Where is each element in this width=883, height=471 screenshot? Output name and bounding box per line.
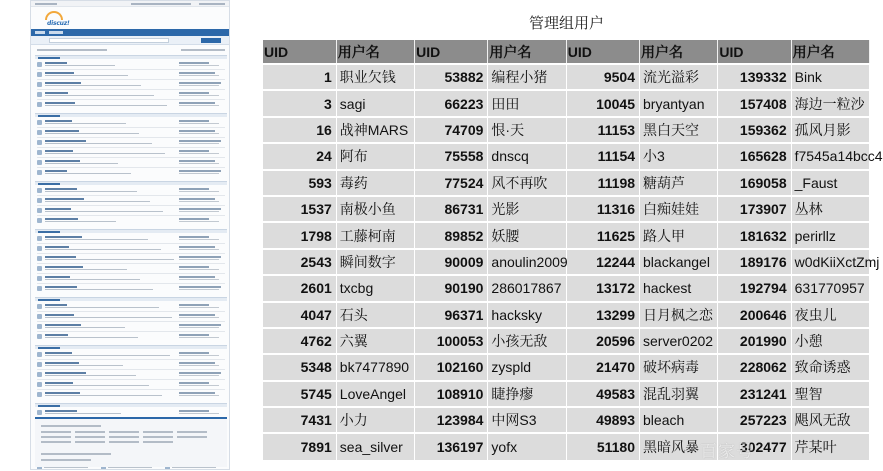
table-row xyxy=(263,196,870,222)
table-row xyxy=(263,275,870,301)
table-row xyxy=(263,354,870,380)
uid-cell: 189176 xyxy=(718,249,791,275)
uid-cell: 5745 xyxy=(263,381,336,407)
username-cell: 瞬间数字 xyxy=(336,249,414,275)
forum-search-bar xyxy=(31,36,229,45)
username-cell: anoulin2009 xyxy=(488,249,566,275)
row-divider xyxy=(37,331,225,332)
header-uid: UID xyxy=(415,40,488,64)
board-icon xyxy=(37,72,42,77)
username-cell: 糖葫芦 xyxy=(640,170,718,196)
username-cell: 286017867 xyxy=(488,275,566,301)
table-row xyxy=(263,433,870,459)
uid-cell: 96371 xyxy=(415,302,488,328)
uid-cell: 74709 xyxy=(415,117,488,143)
table-row xyxy=(263,117,870,143)
uid-cell: 5348 xyxy=(263,354,336,380)
uid-cell: 201990 xyxy=(718,328,791,354)
watermark-text: 百家号 xyxy=(700,442,754,462)
uid-cell: 2601 xyxy=(263,275,336,301)
uid-cell: 10045 xyxy=(566,90,639,116)
uid-cell: 90190 xyxy=(415,275,488,301)
forum-board-row[interactable] xyxy=(37,129,225,136)
uid-cell: 11316 xyxy=(566,196,639,222)
uid-cell: 157408 xyxy=(718,90,791,116)
uid-cell: 169058 xyxy=(718,170,791,196)
forum-section-header xyxy=(35,403,227,407)
forum-search-input[interactable] xyxy=(49,38,169,43)
username-cell: sagi xyxy=(336,90,414,116)
admin-users-table xyxy=(263,40,883,460)
username-cell: Bink xyxy=(791,64,869,90)
table-row xyxy=(263,381,870,407)
forum-board-row[interactable] xyxy=(37,303,225,310)
username-cell: 631770957 xyxy=(791,275,869,301)
row-divider xyxy=(37,147,225,148)
board-icon xyxy=(37,304,42,309)
uid-cell: 228062 xyxy=(718,354,791,380)
uid-cell: 231241 xyxy=(718,381,791,407)
board-icon xyxy=(37,324,42,329)
username-cell: 光影 xyxy=(488,196,566,222)
board-icon xyxy=(37,188,42,193)
row-divider xyxy=(37,369,225,370)
uid-cell: 7431 xyxy=(263,407,336,433)
username-cell: 海边一粒沙 xyxy=(791,90,869,116)
forum-search-button[interactable] xyxy=(201,38,221,43)
username-cell: 黑暗风暴 xyxy=(640,433,718,459)
uid-cell: 200646 xyxy=(718,302,791,328)
uid-cell: 86731 xyxy=(415,196,488,222)
forum-board-row[interactable] xyxy=(37,391,225,398)
username-cell: 聖智 xyxy=(791,381,869,407)
board-icon xyxy=(37,92,42,97)
row-divider xyxy=(37,359,225,360)
row-divider xyxy=(37,167,225,168)
uid-cell: 3 xyxy=(263,90,336,116)
board-icon xyxy=(37,170,42,175)
header-username: 用户名 xyxy=(791,40,869,64)
forum-board-row[interactable] xyxy=(37,381,225,388)
table-row xyxy=(263,302,870,328)
username-cell: 工藤柯南 xyxy=(336,222,414,248)
uid-cell: 7891 xyxy=(263,433,336,459)
uid-cell: 123984 xyxy=(415,407,488,433)
row-divider xyxy=(37,283,225,284)
username-cell: 夜虫儿 xyxy=(791,302,869,328)
uid-cell: 51180 xyxy=(566,433,639,459)
username-cell: 破坏病毒 xyxy=(640,354,718,380)
username-cell: 职业欠钱 xyxy=(336,64,414,90)
row-divider xyxy=(37,205,225,206)
uid-cell: 11625 xyxy=(566,222,639,248)
forum-section-header xyxy=(35,181,227,185)
board-icon xyxy=(37,286,42,291)
username-cell: hacksky xyxy=(488,302,566,328)
forum-board-row[interactable] xyxy=(37,313,225,320)
table-row xyxy=(263,90,870,116)
username-cell: 中网S3 xyxy=(488,407,566,433)
forum-breadcrumb xyxy=(181,49,225,51)
row-divider xyxy=(37,215,225,216)
forum-board-row[interactable] xyxy=(37,149,225,156)
username-cell: sea_silver xyxy=(336,433,414,459)
header-username: 用户名 xyxy=(336,40,414,64)
forum-board-row[interactable] xyxy=(37,409,225,416)
uid-cell: 66223 xyxy=(415,90,488,116)
forum-board-row[interactable] xyxy=(37,169,225,176)
row-divider xyxy=(37,243,225,244)
uid-cell: 1537 xyxy=(263,196,336,222)
username-cell: LoveAngel xyxy=(336,381,414,407)
table-row xyxy=(263,170,870,196)
username-cell: server0202 xyxy=(640,328,718,354)
username-cell: 白痴娃娃 xyxy=(640,196,718,222)
board-icon xyxy=(37,246,42,251)
forum-board-row[interactable] xyxy=(37,119,225,126)
forum-board-row[interactable] xyxy=(37,255,225,262)
board-icon xyxy=(37,236,42,241)
uid-cell: 159362 xyxy=(718,117,791,143)
forum-section-header xyxy=(35,229,227,233)
board-icon xyxy=(37,276,42,281)
uid-cell: 192794 xyxy=(718,275,791,301)
username-cell: 孤风月影 xyxy=(791,117,869,143)
board-icon xyxy=(37,140,42,145)
username-cell: dnscq xyxy=(488,143,566,169)
username-cell: 小憩 xyxy=(791,328,869,354)
forum-board-row[interactable] xyxy=(37,197,225,204)
uid-cell: 49893 xyxy=(566,407,639,433)
forum-board-row[interactable] xyxy=(37,217,225,224)
username-cell: 致命诱惑 xyxy=(791,354,869,380)
username-cell: 小力 xyxy=(336,407,414,433)
username-cell: 流光溢彩 xyxy=(640,64,718,90)
forum-board-row[interactable] xyxy=(37,187,225,194)
forum-board-row[interactable] xyxy=(37,333,225,340)
forum-board-row[interactable] xyxy=(37,265,225,272)
username-cell: 编程小猪 xyxy=(488,64,566,90)
uid-cell: 89852 xyxy=(415,222,488,248)
row-divider xyxy=(37,389,225,390)
row-divider xyxy=(37,195,225,196)
forum-board-row[interactable] xyxy=(37,245,225,252)
uid-cell: 136197 xyxy=(415,433,488,459)
username-cell: 路人甲 xyxy=(640,222,718,248)
username-cell: 黑白天空 xyxy=(640,117,718,143)
uid-cell: 9504 xyxy=(566,64,639,90)
board-icon xyxy=(37,410,42,415)
uid-cell: 16 xyxy=(263,117,336,143)
table-row xyxy=(263,64,870,90)
uid-cell: 12244 xyxy=(566,249,639,275)
uid-cell: 21470 xyxy=(566,354,639,380)
uid-cell: 108910 xyxy=(415,381,488,407)
board-icon xyxy=(37,62,42,67)
username-cell: 风不再吹 xyxy=(488,170,566,196)
board-icon xyxy=(37,198,42,203)
uid-cell: 100053 xyxy=(415,328,488,354)
row-divider xyxy=(37,273,225,274)
table-row xyxy=(263,143,870,169)
forum-board-row[interactable] xyxy=(37,139,225,146)
forum-board-row[interactable] xyxy=(37,81,225,88)
table-header-row xyxy=(263,40,870,64)
logo-text: discuz! xyxy=(47,20,70,27)
header-username: 用户名 xyxy=(640,40,718,64)
username-cell: 小孩无敌 xyxy=(488,328,566,354)
uid-cell: 49583 xyxy=(566,381,639,407)
forum-board-row[interactable] xyxy=(37,71,225,78)
username-cell: 恨·天 xyxy=(488,117,566,143)
row-divider xyxy=(37,89,225,90)
row-divider xyxy=(37,127,225,128)
uid-cell: 77524 xyxy=(415,170,488,196)
row-divider xyxy=(37,99,225,100)
forum-nav-bar[interactable] xyxy=(31,29,229,36)
uid-cell: 4047 xyxy=(263,302,336,328)
uid-cell: 181632 xyxy=(718,222,791,248)
username-cell: 南极小鱼 xyxy=(336,196,414,222)
forum-board-row[interactable] xyxy=(37,275,225,282)
table-row xyxy=(263,249,870,275)
header-uid: UID xyxy=(718,40,791,64)
row-divider xyxy=(37,379,225,380)
forum-board-row[interactable] xyxy=(37,285,225,292)
table-title: 管理组用户 xyxy=(528,14,604,32)
uid-cell: 102160 xyxy=(415,354,488,380)
board-icon xyxy=(37,218,42,223)
username-cell: 战神MARS xyxy=(336,117,414,143)
forum-board-row[interactable] xyxy=(37,351,225,358)
username-cell: 芹某叶 xyxy=(791,433,869,459)
board-icon xyxy=(37,382,42,387)
table-row xyxy=(263,328,870,354)
header-username: 用户名 xyxy=(488,40,566,64)
forum-board-row[interactable] xyxy=(37,235,225,242)
uid-cell: 11198 xyxy=(566,170,639,196)
row-divider xyxy=(37,253,225,254)
header-uid: UID xyxy=(566,40,639,64)
uid-cell: 1 xyxy=(263,64,336,90)
username-cell: 飓风无敌 xyxy=(791,407,869,433)
row-divider xyxy=(37,69,225,70)
username-cell: 妖腰 xyxy=(488,222,566,248)
username-cell: yofx xyxy=(488,433,566,459)
forum-header xyxy=(31,7,229,29)
username-cell: blackangel xyxy=(640,249,718,275)
board-icon xyxy=(37,266,42,271)
username-cell: 石头 xyxy=(336,302,414,328)
forum-section-header xyxy=(35,113,227,117)
uid-cell: 75558 xyxy=(415,143,488,169)
uid-cell: 257223 xyxy=(718,407,791,433)
username-cell: bk7477890 xyxy=(336,354,414,380)
username-cell: 日月枫之恋 xyxy=(640,302,718,328)
uid-cell: 90009 xyxy=(415,249,488,275)
uid-cell: 20596 xyxy=(566,328,639,354)
forum-footer xyxy=(35,417,227,467)
uid-cell: 165628 xyxy=(718,143,791,169)
uid-cell: 13299 xyxy=(566,302,639,328)
row-divider xyxy=(37,311,225,312)
board-icon xyxy=(37,130,42,135)
table-row xyxy=(263,222,870,248)
uid-cell: 139332 xyxy=(718,64,791,90)
username-cell: zyspld xyxy=(488,354,566,380)
uid-cell: 13172 xyxy=(566,275,639,301)
username-cell: w0dKiiXctZmj xyxy=(791,249,869,275)
uid-cell: 4762 xyxy=(263,328,336,354)
forum-board-row[interactable] xyxy=(37,323,225,330)
username-cell: txcbg xyxy=(336,275,414,301)
board-icon xyxy=(37,160,42,165)
forum-board-row[interactable] xyxy=(37,61,225,68)
row-divider xyxy=(37,79,225,80)
uid-cell: 53882 xyxy=(415,64,488,90)
board-icon xyxy=(37,150,42,155)
board-icon xyxy=(37,352,42,357)
username-cell: hackest xyxy=(640,275,718,301)
board-icon xyxy=(37,392,42,397)
uid-cell: 593 xyxy=(263,170,336,196)
board-icon xyxy=(37,256,42,261)
username-cell: f7545a14bcc4 xyxy=(791,143,869,169)
username-cell: _Faust xyxy=(791,170,869,196)
board-icon xyxy=(37,82,42,87)
admin-users-table-container xyxy=(263,40,883,460)
board-icon xyxy=(37,334,42,339)
username-cell: bleach xyxy=(640,407,718,433)
uid-cell: 24 xyxy=(263,143,336,169)
forum-board-row[interactable] xyxy=(37,91,225,98)
row-divider xyxy=(37,263,225,264)
uid-cell: 11153 xyxy=(566,117,639,143)
logo-arc-icon xyxy=(45,11,63,20)
uid-cell: 11154 xyxy=(566,143,639,169)
username-cell: 睫挣瘳 xyxy=(488,381,566,407)
forum-board-row[interactable] xyxy=(37,207,225,214)
row-divider xyxy=(37,137,225,138)
board-icon xyxy=(37,120,42,125)
forum-board-row[interactable] xyxy=(37,101,225,108)
username-cell: bryantyan xyxy=(640,90,718,116)
uid-cell: 302477 xyxy=(718,433,791,459)
forum-board-row[interactable] xyxy=(37,361,225,368)
username-cell: 毒药 xyxy=(336,170,414,196)
row-divider xyxy=(37,157,225,158)
board-icon xyxy=(37,208,42,213)
forum-section-header xyxy=(35,55,227,59)
username-cell: 六翼 xyxy=(336,328,414,354)
discuz-logo xyxy=(37,10,70,27)
username-cell: 小3 xyxy=(640,143,718,169)
username-cell: perirllz xyxy=(791,222,869,248)
uid-cell: 1798 xyxy=(263,222,336,248)
board-icon xyxy=(37,372,42,377)
forum-breadcrumb xyxy=(37,49,107,51)
uid-cell: 173907 xyxy=(718,196,791,222)
username-cell: 田田 xyxy=(488,90,566,116)
table-row xyxy=(263,407,870,433)
forum-screenshot-thumbnail xyxy=(30,0,230,470)
username-cell: 混乱羽翼 xyxy=(640,381,718,407)
username-cell: 丛林 xyxy=(791,196,869,222)
board-icon xyxy=(37,314,42,319)
forum-section-header xyxy=(35,345,227,349)
board-icon xyxy=(37,102,42,107)
username-cell: 阿布 xyxy=(336,143,414,169)
board-icon xyxy=(37,362,42,367)
row-divider xyxy=(37,321,225,322)
forum-board-row[interactable] xyxy=(37,371,225,378)
forum-board-row[interactable] xyxy=(37,159,225,166)
uid-cell: 2543 xyxy=(263,249,336,275)
header-uid: UID xyxy=(263,40,336,64)
forum-section-header xyxy=(35,297,227,301)
